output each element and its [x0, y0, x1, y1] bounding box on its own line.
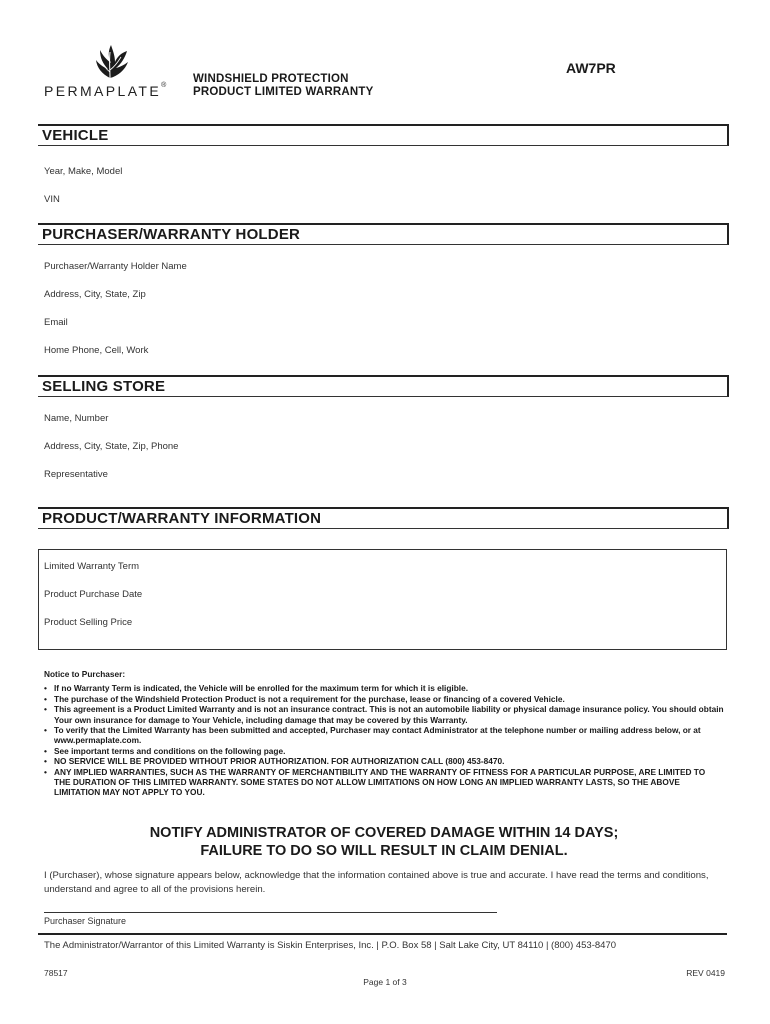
field-purchaser-email[interactable]: Email: [44, 317, 68, 328]
notice-item: • ANY IMPLIED WARRANTIES, SUCH AS THE WARRANTY OF MERCHANTIBILITY AND THE WARRANTY OF FITNESS FOR A PARTICULAR PURPOSE, ARE LIMITED TO THE DURATION OF THIS LIMITED WARRANTY. SOME STATES DO NOT ALLOW LIMITATIONS ON HOW LONG AN IMPLIED WARRANTY LASTS, SO THE ABOVE LIMITATION MAY NOT APPLY TO YOU.: [44, 767, 724, 798]
section-header-selling-store: SELLING STORE: [38, 375, 729, 397]
field-warranty-term[interactable]: Limited Warranty Term: [44, 561, 140, 572]
document-title: [193, 73, 373, 99]
field-store-representative[interactable]: Representative: [44, 469, 108, 480]
field-purchaser-address[interactable]: Address, City, State, Zip: [44, 289, 146, 300]
field-store-address[interactable]: Address, City, State, Zip, Phone: [44, 441, 179, 452]
form-code: AW7PR: [566, 60, 616, 76]
section-header-purchaser: PURCHASER/WARRANTY HOLDER: [38, 223, 729, 245]
field-purchase-date[interactable]: Product Purchase Date: [44, 589, 143, 600]
notice-item: • If no Warranty Term is indicated, the Vehicle will be enrolled for the maximum term for which it is eligible.: [44, 683, 724, 693]
feather-leaf-icon: [90, 44, 130, 80]
notice-item: • To verify that the Limited Warranty has been submitted and accepted, Purchaser may contact Administrator at the telephone number or mailing address below, or at www.permaplate.com.: [44, 725, 724, 746]
notify-line-2: FAILURE TO DO SO WILL RESULT IN CLAIM DENIAL.: [200, 843, 568, 859]
title-line-1: WINDSHIELD PROTECTION: [193, 73, 349, 85]
field-purchaser-phone[interactable]: Home Phone, Cell, Work: [44, 345, 149, 356]
notice-item: • See important terms and conditions on the following page.: [44, 746, 724, 756]
notice-item: • NO SERVICE WILL BE PROVIDED WITHOUT PRIOR AUTHORIZATION. FOR AUTHORIZATION CALL (800) 453-8470.: [44, 756, 724, 766]
section-header-vehicle: VEHICLE: [38, 124, 729, 146]
signature-line[interactable]: [44, 912, 497, 913]
section-header-product: PRODUCT/WARRANTY INFORMATION: [38, 507, 729, 529]
notice-title: Notice to Purchaser:: [44, 669, 126, 679]
form-number: 78517: [44, 968, 68, 978]
brand-name: PERMAPLATE®: [44, 82, 167, 99]
revision-code: REV 0419: [686, 968, 725, 978]
administrator-info: The Administrator/Warrantor of this Limited Warranty is Siskin Enterprises, Inc. | P.O. Box 58 | Salt Lake City, UT 84110 | (800) 453-8470: [44, 940, 617, 951]
page-number: Page 1 of 3: [363, 977, 407, 987]
notice-to-purchaser: [44, 669, 724, 798]
divider: [38, 933, 727, 935]
field-purchaser-name[interactable]: Purchaser/Warranty Holder Name: [44, 261, 187, 272]
notice-item: • This agreement is a Product Limited Warranty and is not an insurance contract. This is not an automobile liability or physical damage insurance policy. You should obtain Your own insurance for damage to Your Vehicle, including damage that may be covered by this Warranty.: [44, 704, 724, 725]
notify-administrator-warning: [44, 824, 724, 860]
field-year-make-model[interactable]: Year, Make, Model: [44, 166, 123, 177]
field-selling-price[interactable]: Product Selling Price: [44, 617, 133, 628]
field-store-name[interactable]: Name, Number: [44, 413, 109, 424]
field-vin[interactable]: VIN: [44, 194, 60, 205]
notice-item: • The purchase of the Windshield Protection Product is not a requirement for the purchase, lease or financing of a covered Vehicle.: [44, 694, 724, 704]
notify-line-1: NOTIFY ADMINISTRATOR OF COVERED DAMAGE WITHIN 14 DAYS;: [149, 825, 619, 841]
signature-label: Purchaser Signature: [44, 916, 127, 926]
title-line-2: PRODUCT LIMITED WARRANTY: [193, 86, 374, 98]
acknowledgement-text: I (Purchaser), whose signature appears below, acknowledge that the information contained above is true and accurate. I have read the terms and conditions, understand and agree to all of the provisions herein.: [44, 870, 709, 895]
